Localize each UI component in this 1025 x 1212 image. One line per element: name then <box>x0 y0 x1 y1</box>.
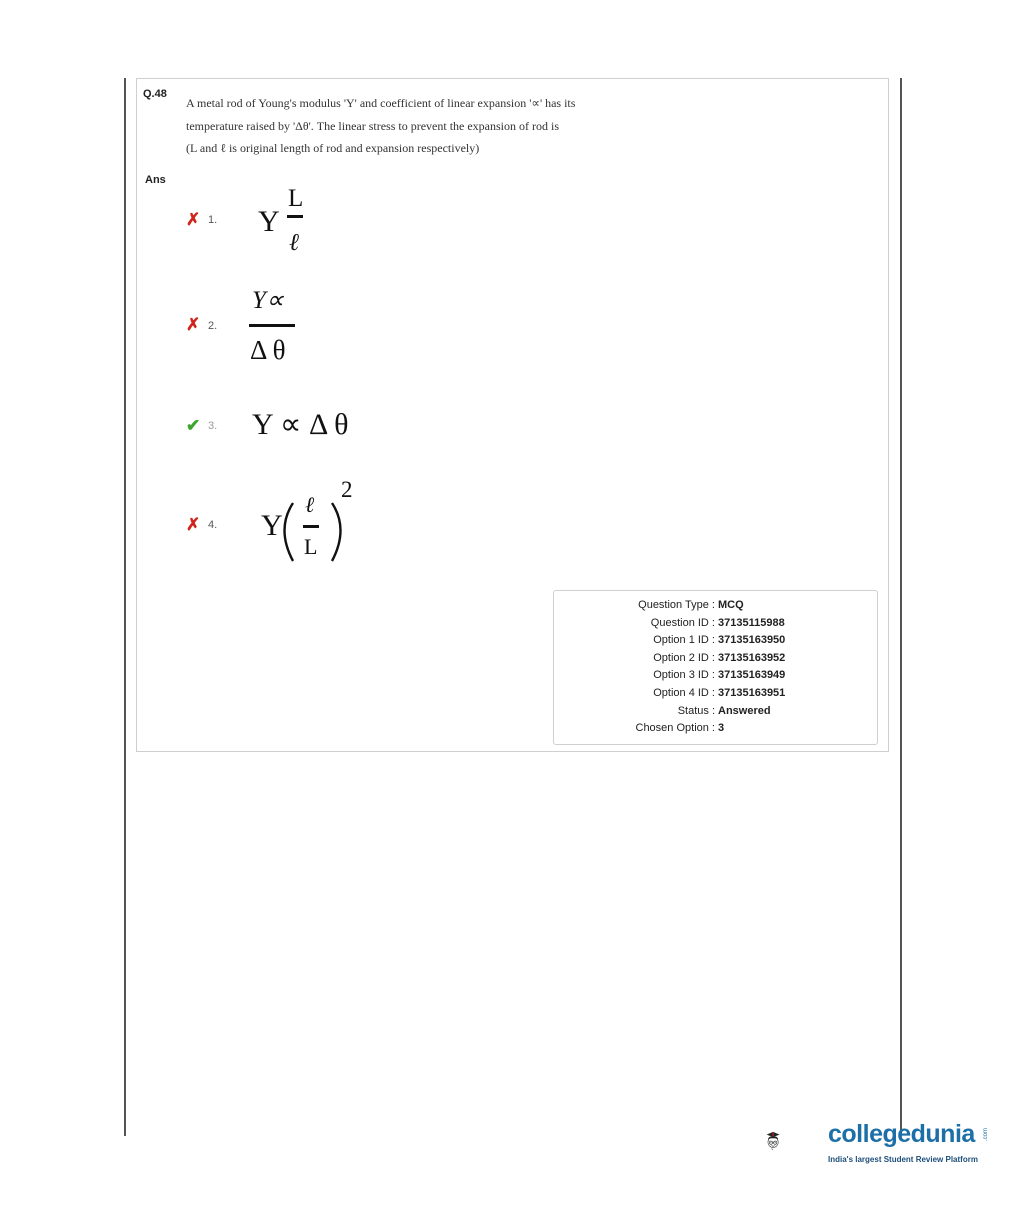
parentheses-icon <box>258 477 348 567</box>
exponent: 2 <box>341 477 353 502</box>
option-number: 4. <box>208 519 218 531</box>
info-value: 3 <box>718 722 725 734</box>
info-label: Option 1 ID : <box>653 634 715 646</box>
info-label: Status : <box>677 705 715 717</box>
fraction-denominator: ℓ <box>289 230 299 256</box>
wrong-mark-icon: ✗ <box>186 210 201 229</box>
fraction-bar <box>303 525 319 528</box>
brand-suffix: .com <box>983 1128 989 1142</box>
brand-name: collegedunia <box>828 1120 975 1148</box>
answer-label: Ans <box>145 174 166 186</box>
wrong-mark-icon: ✗ <box>186 315 201 334</box>
info-label: Option 3 ID : <box>653 669 715 681</box>
info-row-option-4-id <box>553 687 878 704</box>
collegedunia-mascot-icon <box>765 1100 827 1180</box>
info-value: 37135163950 <box>718 634 786 646</box>
option-3-formula <box>252 405 372 445</box>
fraction-numerator: Y∝ <box>252 287 284 314</box>
fraction-bar <box>287 215 303 218</box>
option-number: 3. <box>208 420 218 432</box>
info-value: 37135163951 <box>718 687 786 699</box>
option-4-formula <box>258 477 368 567</box>
question-number: Q.48 <box>143 88 167 100</box>
info-row-chosen-option <box>553 722 878 739</box>
formula-symbol: Y <box>258 205 280 238</box>
info-label: Option 4 ID : <box>653 687 715 699</box>
info-row-status <box>553 705 878 722</box>
page-right-border <box>900 78 902 1136</box>
info-row-question-type <box>553 599 878 616</box>
formula-symbol: Y <box>261 509 283 542</box>
fraction-numerator: ℓ <box>305 492 315 517</box>
info-label: Option 2 ID : <box>653 652 715 664</box>
info-row-option-3-id <box>553 669 878 686</box>
page-left-border <box>124 78 126 1136</box>
fraction-numerator: L <box>288 185 304 212</box>
correct-mark-icon: ✔ <box>186 416 201 435</box>
info-label: Question ID : <box>650 617 715 629</box>
question-text <box>186 92 656 160</box>
info-value: 37135163952 <box>718 652 786 664</box>
fraction-denominator: Δ θ <box>250 335 286 365</box>
info-row-option-1-id <box>553 634 878 651</box>
info-row-question-id <box>553 617 878 634</box>
option-2-formula <box>248 283 308 368</box>
info-row-option-2-id <box>553 652 878 669</box>
info-label: Question Type : <box>638 599 715 611</box>
fraction-bar <box>249 324 295 327</box>
brand-tagline: India's largest Student Review Platform <box>828 1155 978 1164</box>
info-value: 37135163949 <box>718 669 786 681</box>
option-1-formula <box>255 185 315 260</box>
wrong-mark-icon: ✗ <box>186 515 201 534</box>
option-number: 2. <box>208 320 218 332</box>
info-value: Answered <box>718 705 771 717</box>
question-text-line: temperature raised by 'Δθ'. The linear stress to prevent the expansion of rod is <box>186 118 560 133</box>
info-label: Chosen Option : <box>635 722 715 734</box>
info-value: MCQ <box>718 599 744 611</box>
fraction-denominator: L <box>304 534 318 559</box>
info-value: 37135115988 <box>718 617 785 629</box>
question-text-line: A metal rod of Young's modulus 'Y' and coefficient of linear expansion '∝' has its <box>186 96 576 110</box>
option-number: 1. <box>208 214 218 226</box>
question-text-line: (L and ℓ is original length of rod and expansion respectively) <box>186 141 480 155</box>
formula-expression: Y ∝ Δ θ <box>252 408 349 441</box>
